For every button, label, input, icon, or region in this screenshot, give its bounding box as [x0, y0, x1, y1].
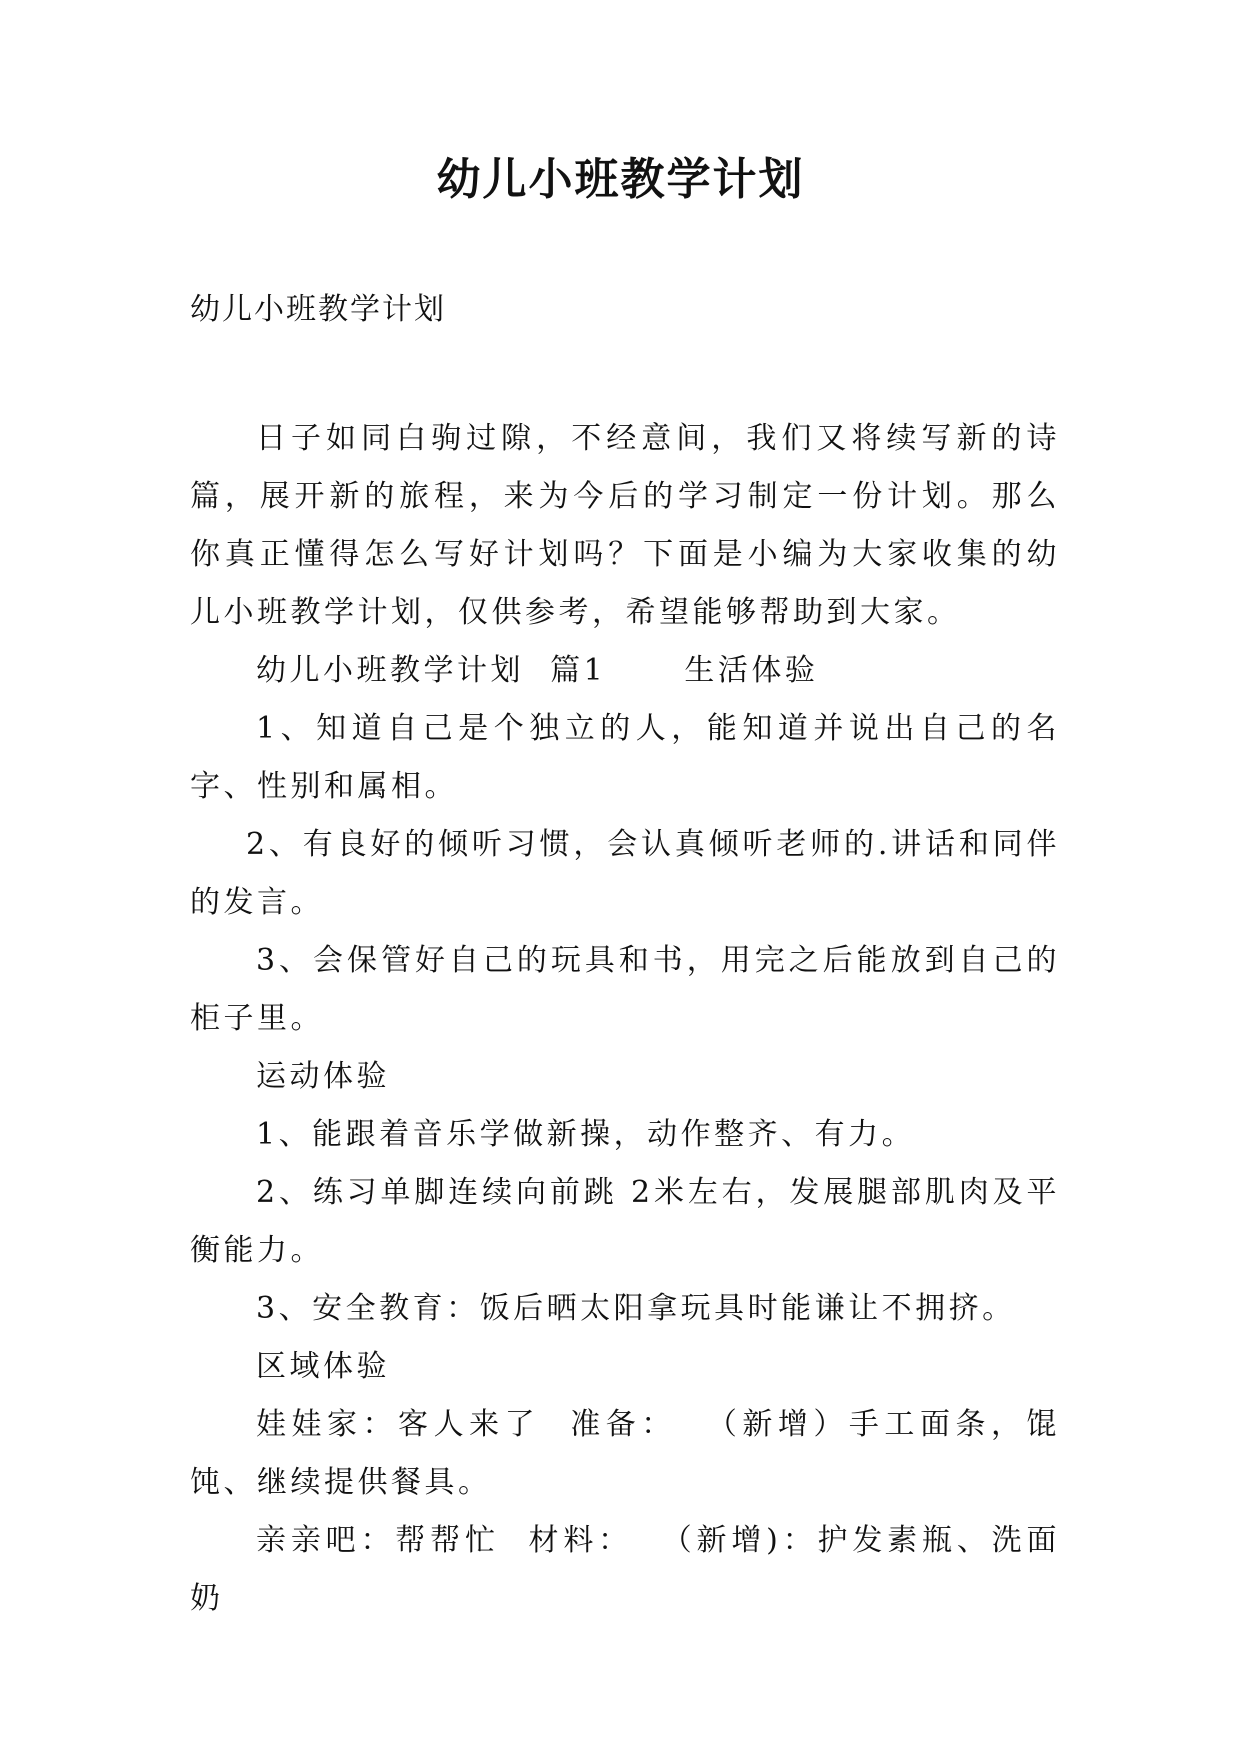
paragraph-subheading: 区域体验 [256, 1349, 390, 1384]
paragraph: 亲亲吧：帮帮忙 材料： （新增)：护发素瓶、洗面奶 [190, 1523, 1060, 1616]
paragraph-intro: 日子如同白驹过隙，不经意间，我们又将续写新的诗篇，展开新的旅程，来为今后的学习制定一份计划。那么你真正懂得怎么写好计划吗？下面是小编为大家收集的幼儿小班教学计划，仅供参考，希望能够帮助到大家。 [190, 421, 1060, 630]
paragraph-subheading: 运动体验 [256, 1059, 390, 1094]
document-title: 幼儿小班教学计划 [436, 154, 805, 205]
paragraph: 娃娃家：客人来了 准备： （新增）手工面条，馄饨、继续提供餐具。 [190, 1407, 1060, 1500]
paragraph: 2、练习单脚连续向前跳 2米左右，发展腿部肌肉及平衡能力。 [190, 1175, 1060, 1268]
paragraph: 1、能跟着音乐学做新操，动作整齐、有力。 [256, 1117, 916, 1152]
document-body [190, 410, 1060, 1628]
paragraph: 1、知道自己是个独立的人，能知道并说出自己的名字、性别和属相。 [190, 711, 1060, 804]
document-subtitle: 幼儿小班教学计划 [190, 292, 446, 327]
paragraph: 3、安全教育：饭后晒太阳拿玩具时能谦让不拥挤。 [256, 1291, 1016, 1326]
paragraph: 3、会保管好自己的玩具和书，用完之后能放到自己的柜子里。 [190, 943, 1060, 1036]
paragraph: 2、有良好的倾听习惯，会认真倾听老师的.讲话和同伴的发言。 [190, 827, 1060, 920]
paragraph-section-heading: 幼儿小班教学计划 篇1 生活体验 [256, 653, 819, 688]
